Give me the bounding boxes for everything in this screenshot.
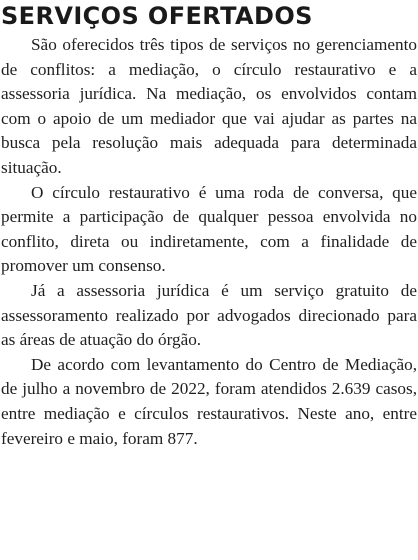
paragraph-legal-advisory: Já a assessoria jurídica é um serviço gratuito de assessoramento realizado por advogados direcionado para as áreas de atuação do órgão. [1,280,417,350]
paragraph-restorative-circle: O círculo restaurativo é uma roda de conversa, que permite a participação de qualquer pessoa envolvida no conflito, direta ou indiretamente, com a finalidade de promover um consenso. [1,182,417,276]
section-heading: SERVIÇOS OFERTADOS [1,2,313,30]
paragraph-statistics: De acordo com levantamento do Centro de Mediação, de julho a novembro de 2022, foram atendidos 2.639 casos, entre mediação e círculos restaurativos. Neste ano, entre fevereiro e maio, foram 877. [1,354,417,448]
article-body [1,33,417,451]
paragraph-services-overview: São oferecidos três tipos de serviços no gerenciamento de conflitos: a mediação, o círculo restaurativo e a assessoria jurídica. Na mediação, os envolvidos contam com o apoio de um mediador que vai ajudar as partes na busca pela resolução mais adequada para determinada situação. [1,35,417,177]
